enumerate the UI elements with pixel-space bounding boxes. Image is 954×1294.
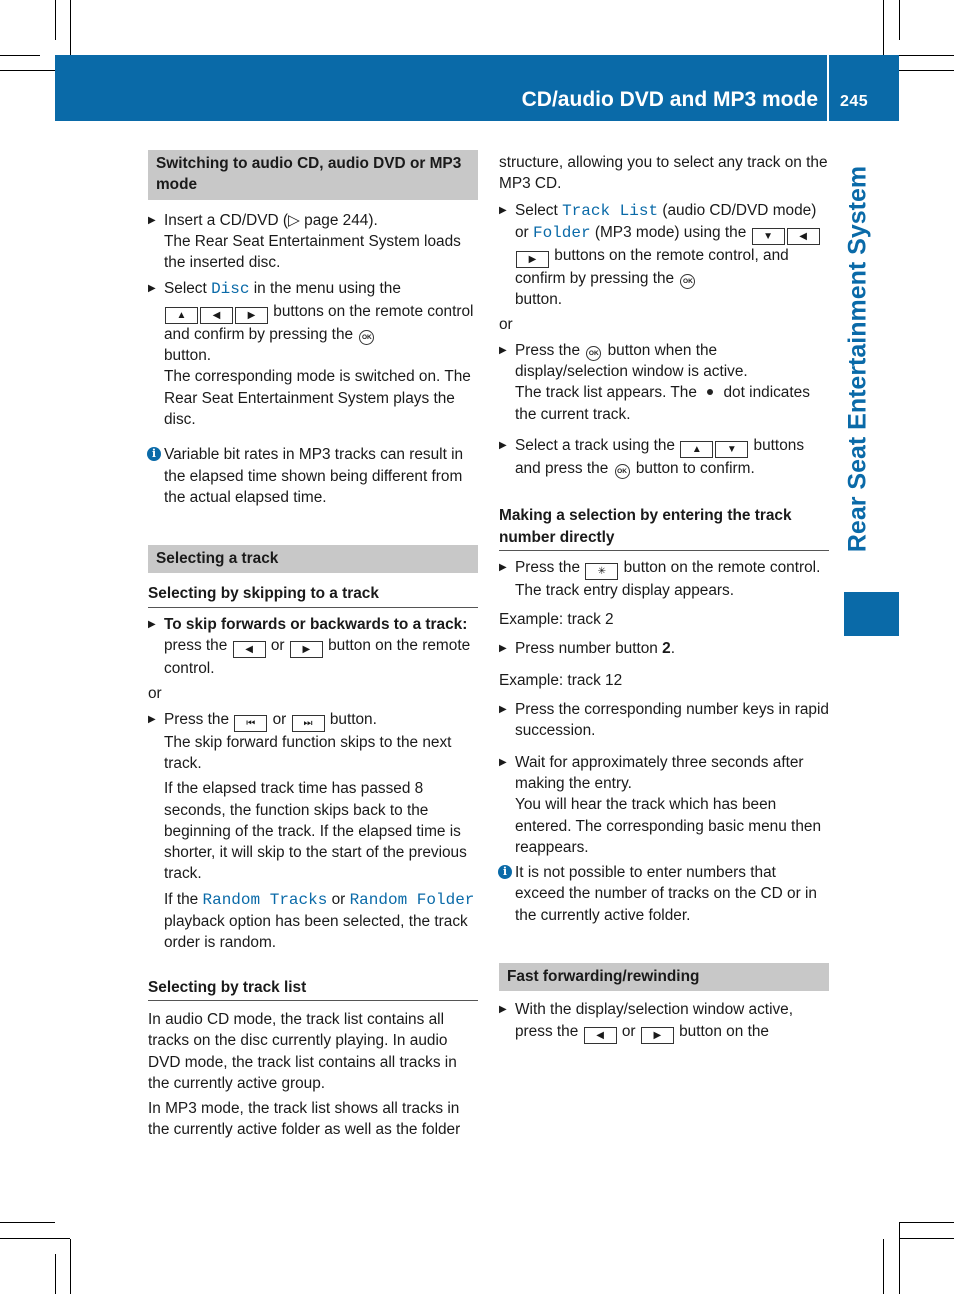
example-track-12: Example: track 12 (499, 671, 623, 689)
crop-mark (70, 0, 71, 55)
previous-track-key-icon: ⏮ (234, 715, 267, 732)
star-key-icon: ✳ (585, 563, 618, 580)
left-key-icon: ◀ (584, 1027, 617, 1044)
text: press the (164, 637, 232, 655)
text: . (670, 640, 675, 658)
up-key-icon: ▲ (165, 307, 198, 324)
step-wait (499, 752, 829, 858)
crop-mark (899, 0, 900, 40)
example-track-2: Example: track 2 (499, 611, 614, 629)
step-press-star (499, 557, 829, 601)
right-key-icon: ▶ (290, 641, 323, 658)
side-tab (844, 592, 899, 636)
crop-mark (55, 0, 56, 40)
menu-keyword-folder: Folder (532, 223, 591, 242)
step-select-track-list (499, 200, 829, 311)
right-key-icon: ▶ (641, 1027, 674, 1044)
subheading-direct-entry: Making a selection by entering the track number directly (499, 505, 829, 551)
text: To skip forwards or backwards to a track: (164, 615, 468, 633)
right-key-icon: ▶ (235, 307, 268, 324)
right-key-icon: ▶ (516, 251, 549, 268)
info-icon: i (498, 865, 512, 879)
ok-button-icon: OK (615, 464, 630, 479)
text: playback option has been selected, the track order is random. (164, 913, 468, 952)
left-key-icon: ◀ (200, 307, 233, 324)
text: or (266, 637, 289, 655)
left-key-icon: ◀ (787, 228, 820, 245)
text: Select (164, 280, 212, 298)
paragraph-track-list-cd: In audio CD mode, the track list contains all tracks on the disc currently playing. In audio DVD mode, the track list contains all tracks in the currently active group. (148, 1010, 457, 1092)
side-label (838, 136, 878, 582)
text: It is not possible to enter numbers that exceed the number of tracks on the CD or in the currently active folder. (515, 864, 817, 924)
step-press-ok (499, 340, 829, 425)
subheading-track-list: Selecting by track list (148, 977, 478, 1001)
step-rapid-keys: ▶ Press the corresponding number keys in rapid succession. (499, 699, 829, 742)
info-icon: i (147, 447, 161, 461)
section-heading-fast-forward: Fast forwarding/rewinding (499, 963, 829, 991)
option-keyword-random-tracks: Random Tracks (202, 890, 328, 909)
crop-mark (899, 1222, 954, 1223)
down-key-icon: ▼ (715, 441, 748, 458)
section-heading-switching: Switching to audio CD, audio DVD or MP3 mode (148, 150, 478, 200)
text: With the display/selection window active, press the (515, 1001, 794, 1040)
text: button on the remote control. (164, 637, 471, 678)
ok-button-icon: OK (359, 330, 374, 345)
header-separator (827, 55, 829, 121)
text: (audio CD/DVD mode) or (515, 201, 817, 241)
text: buttons on the remote control, and confirm by pressing the (515, 246, 789, 287)
text: Select a track using the (515, 436, 680, 454)
text: If the (164, 890, 203, 908)
menu-keyword-track-list: Track List (562, 201, 659, 220)
text: Wait for approximately three seconds after making the entry. (515, 753, 804, 792)
crop-mark (0, 1238, 70, 1239)
paragraph-continued: structure, allowing you to select any track on the MP3 CD. (499, 154, 828, 193)
text: Press number button (515, 640, 663, 658)
text: page 244). (299, 211, 378, 229)
text: (MP3 mode) using the (590, 223, 751, 241)
menu-keyword-disc: Disc (211, 280, 250, 299)
ok-button-icon: OK (586, 346, 601, 361)
step-select-disc (148, 278, 478, 430)
text: The track list appears. The (515, 384, 702, 402)
text: in the menu using the (249, 280, 401, 298)
left-key-icon: ◀ (233, 641, 266, 658)
text: The Rear Seat Entertainment System loads the inserted disc. (164, 232, 461, 272)
crop-mark (899, 70, 954, 71)
text: button when the display/selection window is active. (515, 341, 748, 381)
text: or (327, 890, 350, 908)
text: or (268, 710, 291, 728)
page-number: 245 (840, 93, 869, 110)
section-heading-selecting: Selecting a track (148, 545, 478, 573)
paragraph-random (148, 889, 478, 954)
text: button. (164, 347, 212, 365)
crop-mark (55, 1254, 56, 1294)
step-select-track (499, 435, 829, 479)
text: You will hear the track which has been entered. The corresponding basic menu then reappears. (515, 796, 822, 856)
ok-button-icon: OK (680, 274, 695, 289)
or-text: or (148, 685, 162, 703)
text: button. (325, 710, 377, 728)
page-ref-arrow-icon: ▷ (288, 211, 300, 229)
paragraph-skip-back: If the elapsed track time has passed 8 seconds, the function skips back to the beginning of the track. If the elapsed time is shorter, it will skip to the start of the previous track. (164, 780, 467, 883)
option-keyword-random-folder: Random Folder (349, 890, 475, 909)
step-insert-disc (148, 210, 478, 274)
paragraph-track-list-mp3: In MP3 mode, the track list shows all tracks in the currently active folder as well as the folder (148, 1100, 461, 1139)
crop-mark (0, 1222, 55, 1223)
side-label-text: Rear Seat Entertainment System (843, 165, 872, 553)
info-note-numbers (499, 862, 829, 926)
text: Press the (164, 710, 234, 728)
subheading-skipping: Selecting by skipping to a track (148, 583, 478, 607)
step-press-skip-buttons (148, 709, 478, 775)
next-track-key-icon: ⏭ (292, 715, 325, 732)
text: Press the (515, 558, 585, 576)
text: buttons and press the (515, 436, 805, 477)
text: dot indicates the current track. (515, 384, 810, 423)
text: The track entry display appears. (515, 581, 734, 599)
text: Variable bit rates in MP3 tracks can result in the elapsed time shown being different from the actual elapsed time. (164, 446, 464, 506)
text: button to confirm. (631, 459, 755, 477)
page-title: CD/audio DVD and MP3 mode (521, 88, 818, 111)
crop-mark (70, 1239, 71, 1294)
crop-mark (883, 0, 884, 55)
or-text: or (499, 316, 513, 334)
text: 2 (662, 640, 671, 658)
text: or (617, 1022, 640, 1040)
info-note-bitrate (148, 444, 478, 508)
crop-mark (899, 55, 954, 56)
crop-mark (899, 1222, 900, 1294)
text: button. (515, 291, 563, 309)
up-key-icon: ▲ (680, 441, 713, 458)
crop-mark (883, 1239, 884, 1294)
text: Press the (515, 341, 585, 359)
text: Insert a CD/DVD ( (164, 211, 289, 229)
right-column (499, 150, 829, 1044)
left-column (148, 150, 478, 1141)
step-skip-forward-back (148, 614, 478, 680)
step-fast-forward (499, 999, 829, 1043)
step-press-number-2 (499, 638, 829, 659)
current-track-dot-icon (707, 389, 713, 395)
text: The corresponding mode is switched on. The Rear Seat Entertainment System plays the disc. (164, 368, 471, 428)
crop-mark (0, 55, 40, 56)
text: button on the (674, 1022, 769, 1040)
down-key-icon: ▼ (752, 228, 785, 245)
crop-mark (0, 70, 55, 71)
text: button on the remote control. (619, 558, 821, 576)
text: Select (515, 201, 563, 219)
text: The skip forward function skips to the next track. (164, 733, 452, 772)
crop-mark (899, 1238, 954, 1239)
text: buttons on the remote control and confirm by pressing the (164, 302, 474, 343)
